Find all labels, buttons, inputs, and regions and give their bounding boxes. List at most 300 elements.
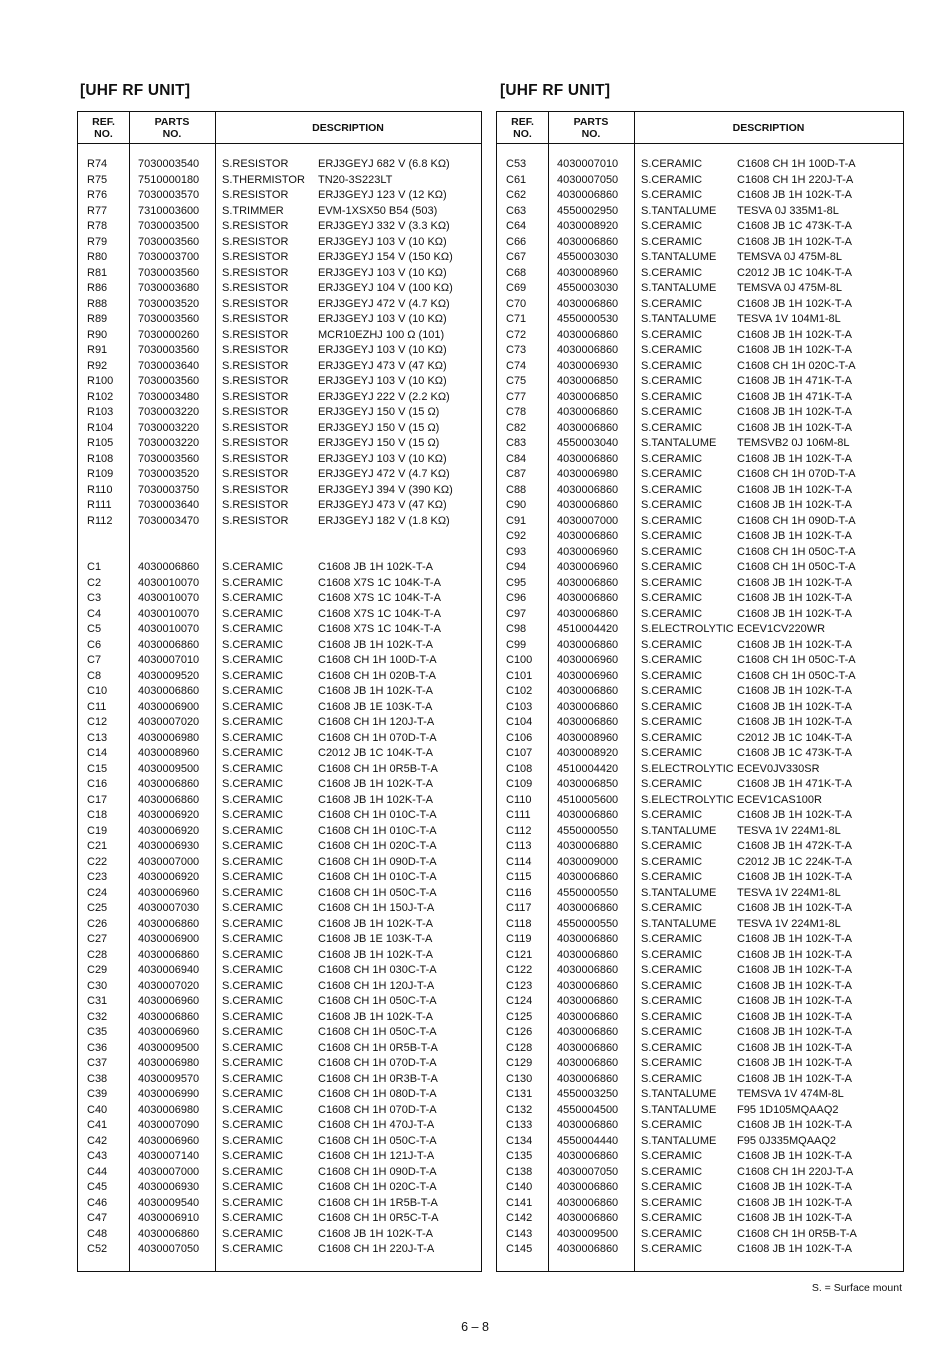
cell-parts-no: 4030006860 <box>557 592 619 604</box>
cell-spec: ERJ3GEYJ 103 V (10 KΩ) <box>318 235 447 248</box>
cell-ref-no: C131 <box>506 1088 533 1100</box>
cell-ref-no: C126 <box>506 1026 533 1038</box>
cell-parts-no: 7030003560 <box>138 266 200 279</box>
cell-ref-no: C143 <box>506 1227 533 1240</box>
cell-type: S.CERAMIC <box>641 778 703 790</box>
cell-ref-no: C82 <box>506 421 527 434</box>
cell-parts-no: 4030010070 <box>138 607 200 620</box>
cell-ref-no: C88 <box>506 483 527 496</box>
cell-spec: C1608 JB 1H 102K-T-A <box>737 1196 852 1209</box>
cell-spec: C1608 JB 1H 102K-T-A <box>318 685 433 697</box>
cell-spec: ERJ3GEYJ 682 V (6.8 KΩ) <box>318 158 450 170</box>
cell-ref-no: C130 <box>506 1072 533 1085</box>
table-row <box>78 994 481 1010</box>
cell-type: S.TANTALUME <box>641 251 717 263</box>
cell-spec: C1608 JB 1H 102K-T-A <box>737 1212 852 1224</box>
cell-spec: TESVA 1V 104M1-8L <box>737 313 841 325</box>
table-row <box>497 746 903 762</box>
table-row <box>78 498 481 514</box>
cell-type: S.CERAMIC <box>222 1196 284 1209</box>
cell-ref-no: C134 <box>506 1134 533 1147</box>
cell-parts-no: 7030003560 <box>138 344 200 356</box>
cell-type: S.CERAMIC <box>222 1227 284 1240</box>
cell-parts-no: 4030006960 <box>138 886 200 899</box>
cell-parts-no: 4550004500 <box>557 1103 619 1116</box>
cell-parts-no: 4030006860 <box>138 793 200 806</box>
cell-parts-no: 4030006860 <box>557 1243 619 1255</box>
cell-spec: MCR10EZHJ 100 Ω (101) <box>318 328 445 341</box>
cell-spec: ERJ3GEYJ 150 V (15 Ω) <box>318 421 440 434</box>
cell-spec: ERJ3GEYJ 154 V (150 KΩ) <box>318 251 453 263</box>
cell-parts-no: 7030003680 <box>138 282 200 294</box>
cell-type: S.CERAMIC <box>641 1150 703 1162</box>
cell-parts-no: 7030003220 <box>138 437 200 449</box>
cell-parts-no: 7030003520 <box>138 297 200 310</box>
cell-spec: C1608 JB 1H 102K-T-A <box>737 809 852 821</box>
cell-type: S.CERAMIC <box>222 669 284 682</box>
cell-ref-no: R105 <box>87 437 114 449</box>
cell-type: S.RESISTOR <box>222 514 289 527</box>
cell-ref-no: C43 <box>87 1150 108 1162</box>
cell-ref-no: C42 <box>87 1134 108 1147</box>
section-title-right: [UHF RF UNIT] <box>500 82 611 99</box>
table-row <box>78 1118 481 1134</box>
cell-type: S.CERAMIC <box>641 1196 703 1209</box>
table-row <box>78 328 481 344</box>
cell-ref-no: C93 <box>506 545 527 558</box>
cell-spec: C1608 CH 1H 010C-T-A <box>318 809 437 821</box>
cell-ref-no: C18 <box>87 809 108 821</box>
table-row <box>497 560 903 576</box>
cell-type: S.CERAMIC <box>222 607 284 620</box>
cell-spec: C2012 JB 1C 224K-T-A <box>737 855 852 868</box>
cell-type: S.CERAMIC <box>641 1026 703 1038</box>
cell-type: S.TANTALUME <box>641 1134 717 1147</box>
cell-spec: C1608 CH 1H 120J-T-A <box>318 716 435 728</box>
cell-ref-no: C96 <box>506 592 527 604</box>
cell-type: S.CERAMIC <box>641 855 703 868</box>
cell-ref-no: C53 <box>506 158 527 170</box>
cell-parts-no: 4030006860 <box>557 189 619 201</box>
cell-type: S.RESISTOR <box>222 390 289 403</box>
cell-ref-no: C99 <box>506 638 527 651</box>
cell-parts-no: 4030006860 <box>557 809 619 821</box>
cell-ref-no: C71 <box>506 313 527 325</box>
table-row <box>497 870 903 886</box>
table-row <box>497 715 903 731</box>
cell-parts-no: 4030006860 <box>557 576 619 589</box>
cell-ref-no: C37 <box>87 1057 108 1069</box>
cell-parts-no: 4030006860 <box>557 964 619 976</box>
table-row <box>497 793 903 809</box>
cell-type: S.CERAMIC <box>222 793 284 806</box>
cell-spec: C1608 CH 1H 020C-T-A <box>318 840 437 852</box>
cell-parts-no: 4030009520 <box>138 669 200 682</box>
cell-parts-no: 4030006960 <box>138 1134 200 1147</box>
cell-ref-no: C3 <box>87 592 102 604</box>
cell-spec: C1608 JB 1H 102K-T-A <box>737 638 852 651</box>
cell-spec: C1608 CH 1H 080D-T-A <box>318 1088 437 1100</box>
table-row <box>78 1056 481 1072</box>
table-row <box>78 343 481 359</box>
table-row <box>78 266 481 282</box>
cell-parts-no: 4030006960 <box>138 1026 200 1038</box>
table-row <box>497 235 903 251</box>
table-row <box>78 188 481 204</box>
table-row <box>497 1180 903 1196</box>
cell-spec: ERJ3GEYJ 182 V (1.8 KΩ) <box>318 514 450 527</box>
cell-parts-no: 4030006860 <box>557 1119 619 1131</box>
cell-ref-no: C75 <box>506 375 527 387</box>
cell-parts-no: 4030006880 <box>557 840 619 852</box>
cell-type: S.CERAMIC <box>222 638 284 651</box>
cell-parts-no: 4030006860 <box>557 1010 619 1023</box>
cell-ref-no: C67 <box>506 251 527 263</box>
cell-type: S.CERAMIC <box>222 855 284 868</box>
cell-parts-no: 4030006860 <box>138 1010 200 1023</box>
cell-spec: C1608 CH 1H 010C-T-A <box>318 824 437 837</box>
cell-ref-no: C140 <box>506 1181 533 1193</box>
cell-spec: C1608 JB 1H 102K-T-A <box>737 235 852 248</box>
cell-spec: ECEV0JV330SR <box>737 762 820 775</box>
table-row <box>497 1056 903 1072</box>
cell-parts-no: 4030006860 <box>138 1227 200 1240</box>
cell-type: S.CERAMIC <box>641 483 703 496</box>
cell-parts-no: 4030006860 <box>557 1072 619 1085</box>
cell-parts-no: 4030006860 <box>138 638 200 651</box>
cell-spec: C1608 JB 1H 102K-T-A <box>737 530 852 542</box>
cell-ref-no: C46 <box>87 1196 108 1209</box>
cell-parts-no: 4550000550 <box>557 917 619 930</box>
cell-ref-no: C70 <box>506 297 527 310</box>
table-row <box>497 452 903 468</box>
cell-spec: C1608 JB 1H 102K-T-A <box>318 793 433 806</box>
cell-ref-no: C29 <box>87 964 108 976</box>
cell-type: S.ELECTROLYTIC <box>641 623 734 635</box>
cell-type: S.TRIMMER <box>222 204 284 217</box>
table-row <box>78 746 481 762</box>
table-row <box>497 514 903 530</box>
cell-spec: C1608 CH 1H 070D-T-A <box>318 1103 437 1116</box>
cell-type: S.CERAMIC <box>641 654 703 666</box>
cell-type: S.CERAMIC <box>641 1010 703 1023</box>
table-row <box>497 1165 903 1181</box>
cell-spec: C1608 CH 1H 050C-T-A <box>737 654 856 666</box>
cell-type: S.CERAMIC <box>222 824 284 837</box>
cell-spec: C1608 JB 1H 102K-T-A <box>737 607 852 620</box>
table-row <box>497 467 903 483</box>
table-row <box>497 374 903 390</box>
cell-parts-no: 4030006860 <box>557 979 619 992</box>
cell-parts-no: 7030003470 <box>138 514 200 527</box>
cell-ref-no: C123 <box>506 979 533 992</box>
cell-type: S.CERAMIC <box>641 468 703 480</box>
cell-ref-no: C25 <box>87 902 108 914</box>
table-row <box>497 1134 903 1150</box>
cell-parts-no: 7030003560 <box>138 235 200 248</box>
cell-parts-no: 4510005600 <box>557 793 619 806</box>
table-row <box>78 514 481 530</box>
cell-ref-no: C28 <box>87 948 108 961</box>
header-ref-no: REF. NO. <box>511 115 534 140</box>
table-row <box>497 1072 903 1088</box>
cell-type: S.CERAMIC <box>641 1165 703 1178</box>
cell-parts-no: 4030007030 <box>138 902 200 914</box>
cell-spec: C1608 JB 1H 102K-T-A <box>737 995 852 1007</box>
cell-parts-no: 4030006860 <box>557 406 619 418</box>
cell-type: S.RESISTOR <box>222 468 289 480</box>
cell-spec: C1608 CH 1H 050C-T-A <box>318 1134 437 1147</box>
cell-parts-no: 4030009500 <box>138 1041 200 1054</box>
cell-ref-no: C121 <box>506 948 533 961</box>
cell-ref-no: C78 <box>506 406 527 418</box>
cell-parts-no: 7030000260 <box>138 328 200 341</box>
cell-type: S.CERAMIC <box>641 499 703 511</box>
cell-parts-no: 4550000530 <box>557 313 619 325</box>
cell-spec: ERJ3GEYJ 394 V (390 KΩ) <box>318 483 453 496</box>
cell-parts-no: 4030006960 <box>557 545 619 558</box>
cell-parts-no: 4030006920 <box>138 871 200 883</box>
table-row <box>497 498 903 514</box>
cell-spec: ERJ3GEYJ 123 V (12 KΩ) <box>318 189 447 201</box>
cell-parts-no: 4030008960 <box>138 747 200 759</box>
header-description: DESCRIPTION <box>312 121 384 134</box>
cell-ref-no: C114 <box>506 855 532 868</box>
page-number: 6 – 8 <box>461 1320 489 1334</box>
cell-spec: C1608 JB 1H 102K-T-A <box>737 499 852 511</box>
cell-ref-no: C41 <box>87 1119 108 1131</box>
table-row <box>78 591 481 607</box>
cell-ref-no: C40 <box>87 1103 108 1116</box>
cell-type: S.CERAMIC <box>641 328 703 341</box>
table-row <box>78 777 481 793</box>
cell-spec: C1608 CH 1H 220J-T-A <box>737 173 854 186</box>
table-rows <box>78 157 481 1258</box>
cell-ref-no: R74 <box>87 158 108 170</box>
cell-spec: C1608 JB 1H 102K-T-A <box>737 406 852 418</box>
table-row <box>78 204 481 220</box>
cell-ref-no: C32 <box>87 1010 108 1023</box>
table-row <box>497 886 903 902</box>
cell-ref-no: C62 <box>506 189 527 201</box>
header-description: DESCRIPTION <box>732 121 805 134</box>
cell-type: S.CERAMIC <box>641 840 703 852</box>
cell-parts-no: 4030006960 <box>557 669 619 682</box>
cell-type: S.CERAMIC <box>641 220 703 232</box>
table-row <box>78 545 481 561</box>
cell-ref-no: C95 <box>506 576 527 589</box>
cell-type: S.RESISTOR <box>222 452 289 465</box>
cell-spec: F95 0J335MQAAQ2 <box>737 1134 837 1147</box>
table-row <box>497 1087 903 1103</box>
cell-spec: C1608 CH 1H 020C-T-A <box>737 359 856 372</box>
cell-type: S.CERAMIC <box>641 1243 703 1255</box>
cell-ref-no: C110 <box>506 793 532 806</box>
table-row <box>497 932 903 948</box>
cell-parts-no: 7030003560 <box>138 452 200 465</box>
cell-spec: TN20-3S223LT <box>318 173 393 186</box>
cell-type: S.CERAMIC <box>641 344 703 356</box>
cell-type: S.CERAMIC <box>222 1041 284 1054</box>
cell-ref-no: R88 <box>87 297 108 310</box>
table-row <box>497 948 903 964</box>
cell-type: S.CERAMIC <box>222 948 284 961</box>
cell-ref-no: C44 <box>87 1165 108 1178</box>
table-row <box>497 963 903 979</box>
cell-type: S.CERAMIC <box>641 235 703 248</box>
cell-parts-no: 4030006860 <box>557 871 619 883</box>
table-row <box>497 343 903 359</box>
cell-parts-no: 7030003560 <box>138 375 200 387</box>
cell-ref-no: C14 <box>87 747 108 759</box>
table-row <box>78 715 481 731</box>
cell-ref-no: C129 <box>506 1057 533 1069</box>
cell-ref-no: C104 <box>506 716 533 728</box>
cell-parts-no: 4030010070 <box>138 576 200 589</box>
table-row <box>78 824 481 840</box>
cell-spec: C1608 CH 1H 070D-T-A <box>318 731 437 744</box>
table-row <box>497 219 903 235</box>
cell-type: S.CERAMIC <box>641 1072 703 1085</box>
cell-ref-no: C38 <box>87 1072 108 1085</box>
cell-parts-no: 4030006860 <box>557 700 619 713</box>
cell-type: S.RESISTOR <box>222 344 289 356</box>
cell-type: S.RESISTOR <box>222 421 289 434</box>
cell-parts-no: 4030009540 <box>138 1196 200 1209</box>
cell-parts-no: 4030006980 <box>138 731 200 744</box>
cell-parts-no: 4030007020 <box>138 716 200 728</box>
cell-type: S.RESISTOR <box>222 375 289 387</box>
cell-ref-no: R109 <box>87 468 114 480</box>
cell-spec: C1608 JB 1H 102K-T-A <box>737 1057 852 1069</box>
cell-parts-no: 4030006960 <box>557 654 619 666</box>
table-row <box>78 1103 481 1119</box>
cell-parts-no: 4030006930 <box>138 840 200 852</box>
cell-type: S.CERAMIC <box>641 576 703 589</box>
cell-ref-no: C97 <box>506 607 527 620</box>
cell-ref-no: R103 <box>87 406 114 418</box>
cell-type: S.CERAMIC <box>222 809 284 821</box>
cell-spec: C1608 JB 1C 473K-T-A <box>737 220 852 232</box>
table-row <box>497 1149 903 1165</box>
cell-spec: C1608 CH 1H 0R5B-T-A <box>318 762 438 775</box>
cell-spec: C1608 JB 1H 102K-T-A <box>318 778 433 790</box>
cell-ref-no: C48 <box>87 1227 108 1240</box>
cell-ref-no: C132 <box>506 1103 533 1116</box>
cell-type: S.CERAMIC <box>222 1134 284 1147</box>
cell-ref-no: R80 <box>87 251 108 263</box>
cell-spec: C1608 JB 1H 102K-T-A <box>737 483 852 496</box>
cell-spec: C1608 CH 1H 090D-T-A <box>737 514 856 527</box>
cell-type: S.CERAMIC <box>641 592 703 604</box>
cell-type: S.CERAMIC <box>641 1227 703 1240</box>
table-row <box>497 839 903 855</box>
table-row <box>78 963 481 979</box>
cell-parts-no: 4030006860 <box>557 499 619 511</box>
cell-parts-no: 4030006900 <box>138 700 200 713</box>
cell-spec: C1608 JB 1H 102K-T-A <box>737 1072 852 1085</box>
table-row <box>497 250 903 266</box>
cell-parts-no: 7030003560 <box>138 313 200 325</box>
cell-spec: C1608 CH 1H 050C-T-A <box>737 669 856 682</box>
table-row <box>497 297 903 313</box>
cell-spec: C1608 JB 1H 102K-T-A <box>737 716 852 728</box>
cell-ref-no: R90 <box>87 328 108 341</box>
table-row <box>78 839 481 855</box>
cell-parts-no: 4550003030 <box>557 251 619 263</box>
table-row <box>497 173 903 189</box>
table-row <box>78 607 481 623</box>
cell-spec: ERJ3GEYJ 472 V (4.7 KΩ) <box>318 297 450 310</box>
cell-parts-no: 4030008920 <box>557 220 619 232</box>
table-row <box>78 405 481 421</box>
table-row <box>497 653 903 669</box>
cell-spec: C1608 JB 1H 102K-T-A <box>737 700 852 713</box>
table-row <box>78 421 481 437</box>
table-row <box>78 1072 481 1088</box>
cell-spec: C1608 CH 1H 020B-T-A <box>318 669 436 682</box>
table-row <box>497 529 903 545</box>
table-row <box>497 762 903 778</box>
table-row <box>78 157 481 173</box>
table-row <box>78 808 481 824</box>
cell-type: S.RESISTOR <box>222 437 289 449</box>
cell-spec: C1608 CH 1H 0R3B-T-A <box>318 1072 438 1085</box>
cell-parts-no: 4030006860 <box>557 685 619 697</box>
cell-spec: C2012 JB 1C 104K-T-A <box>318 747 433 759</box>
cell-ref-no: C113 <box>506 840 532 852</box>
cell-type: S.TANTALUME <box>641 824 717 837</box>
table-row <box>78 1134 481 1150</box>
cell-parts-no: 4030007050 <box>138 1243 200 1255</box>
table-row <box>78 948 481 964</box>
cell-type: S.CERAMIC <box>222 654 284 666</box>
table-row <box>497 622 903 638</box>
cell-type: S.CERAMIC <box>641 375 703 387</box>
cell-ref-no: C74 <box>506 359 527 372</box>
header-parts-no: PARTS NO. <box>573 115 609 140</box>
cell-type: S.CERAMIC <box>222 762 284 775</box>
cell-parts-no: 4030006850 <box>557 375 619 387</box>
cell-type: S.CERAMIC <box>641 716 703 728</box>
cell-type: S.CERAMIC <box>222 685 284 697</box>
cell-spec: C1608 JB 1H 102K-T-A <box>737 871 852 883</box>
cell-ref-no: C133 <box>506 1119 533 1131</box>
table-row <box>497 1118 903 1134</box>
table-row <box>78 374 481 390</box>
cell-ref-no: C72 <box>506 328 527 341</box>
cell-type: S.CERAMIC <box>222 886 284 899</box>
cell-type: S.TANTALUME <box>641 1088 717 1100</box>
cell-parts-no: 4030006860 <box>557 452 619 465</box>
cell-ref-no: C125 <box>506 1010 533 1023</box>
cell-type: S.TANTALUME <box>641 1103 717 1116</box>
cell-type: S.CERAMIC <box>222 1150 284 1162</box>
cell-type: S.CERAMIC <box>641 809 703 821</box>
cell-type: S.TANTALUME <box>641 886 717 899</box>
cell-ref-no: C22 <box>87 855 108 868</box>
cell-ref-no: C2 <box>87 576 102 589</box>
cell-ref-no: R112 <box>87 514 113 527</box>
cell-parts-no: 4030007050 <box>557 1165 619 1178</box>
table-row <box>78 653 481 669</box>
cell-ref-no: R77 <box>87 204 108 217</box>
table-row <box>497 157 903 173</box>
cell-ref-no: C17 <box>87 793 108 806</box>
cell-ref-no: C24 <box>87 886 108 899</box>
cell-parts-no: 7310003600 <box>138 204 200 217</box>
cell-spec: ECEV1CAS100R <box>737 793 822 806</box>
